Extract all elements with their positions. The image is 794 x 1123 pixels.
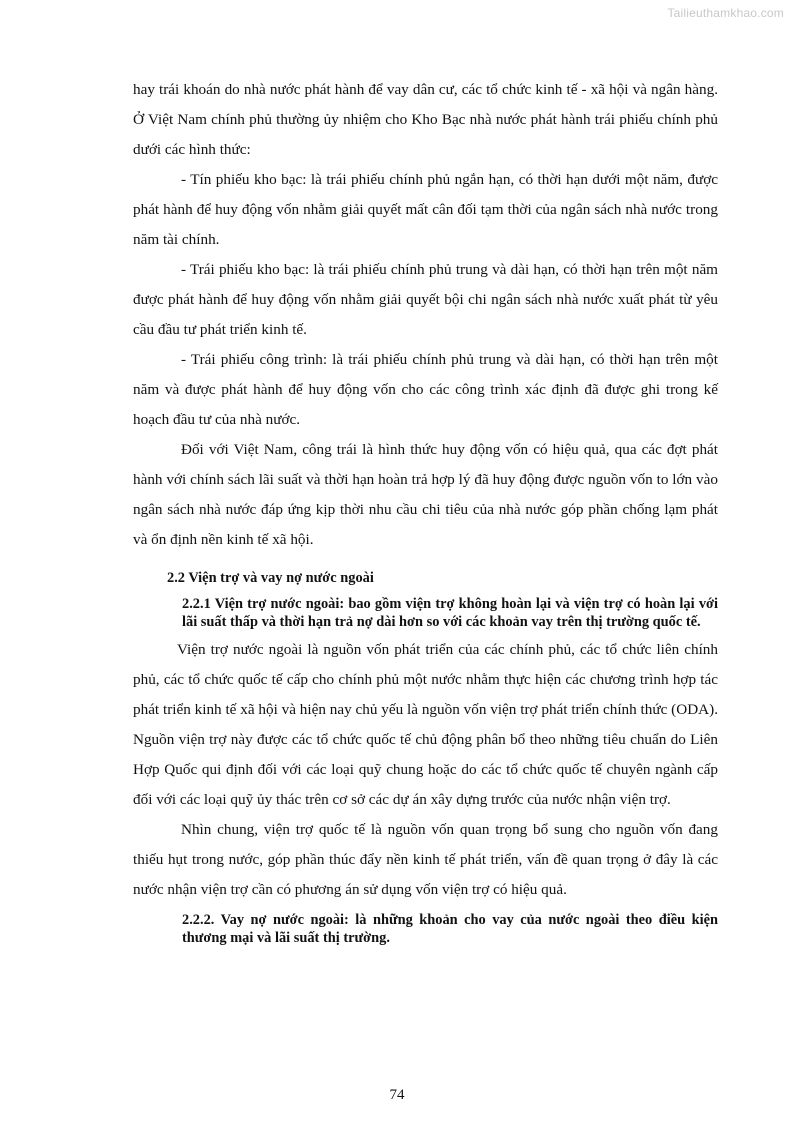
subsection-heading-vien-tro: 2.2.1 Viện trợ nước ngoài: bao gồm viện trợ không hoàn lại và viện trợ có hoàn lại với lãi suất thấp và thời hạn trả nợ dài hơn so với các khoản vay trên thị trường quốc tế.	[182, 596, 718, 630]
watermark: Tailieuthamkhao.com	[667, 6, 784, 20]
page-number: 74	[389, 1087, 405, 1103]
paragraph-trai-phieu-kho-bac: - Trái phiếu kho bạc: là trái phiếu chính phủ trung và dài hạn, có thời hạn trên một năm được phát hành để huy động vốn nhằm giải quyết bội chi ngân sách nhà nước xuất phát từ yêu cầu đầu tư phát triển kinh tế.	[133, 261, 718, 338]
paragraph-trai-phieu-cong-trinh: - Trái phiếu công trình: là trái phiếu chính phủ trung và dài hạn, có thời hạn trên một năm và được phát hành để huy động vốn cho các công trình xác định đã được ghi trong kế hoạch đầu tư của nhà nước.	[133, 351, 718, 428]
section-heading: 2.2 Viện trợ và vay nợ nước ngoài	[167, 570, 374, 586]
paragraph-cong-trai: Đối với Việt Nam, công trái là hình thức huy động vốn có hiệu quả, qua các đợt phát hành với chính sách lãi suất và thời hạn hoàn trả hợp lý đã huy động được nguồn vốn to lớn vào ngân sách nhà nước đáp ứng kịp thời nhu cầu chi tiêu của nhà nước góp phần chống lạm phát và ổn định nền kinh tế xã hội.	[133, 441, 718, 548]
paragraph-vien-tro: Viện trợ nước ngoài là nguồn vốn phát triển của các chính phủ, các tổ chức liên chính phủ, các tổ chức quốc tế cấp cho chính phủ một nước nhằm thực hiện các chương trình hợp tác phát triển kinh tế xã hội và hiện nay chủ yếu là nguồn vốn viện trợ phát triển chính thức (ODA). Nguồn viện trợ này được các tổ chức quốc tế chủ động phân bổ theo những tiêu chuẩn do Liên Hợp Quốc qui định đối với các loại quỹ chung hoặc do các tổ chức quốc tế chuyên ngành cấp đối với các loại quỹ ủy thác trên cơ sở các dự án xây dựng trước của nước nhận viện trợ.	[133, 641, 718, 808]
paragraph-nhin-chung: Nhìn chung, viện trợ quốc tế là nguồn vốn quan trọng bổ sung cho nguồn vốn đang thiếu hụt trong nước, góp phần thúc đẩy nền kinh tế phát triển, vấn đề quan trọng ở đây là các nước nhận viện trợ cần có phương án sử dụng vốn viện trợ có hiệu quả.	[133, 821, 718, 898]
subsection-heading-vay-no: 2.2.2. Vay nợ nước ngoài: là những khoản cho vay của nước ngoài theo điều kiện thương mại và lãi suất thị trường.	[182, 912, 718, 946]
paragraph-intro: hay trái khoán do nhà nước phát hành để vay dân cư, các tổ chức kinh tế - xã hội và ngân hàng. Ở Việt Nam chính phủ thường ủy nhiệm cho Kho Bạc nhà nước phát hành trái phiếu chính phủ dưới các hình thức:	[133, 81, 718, 158]
document-body	[133, 75, 718, 947]
paragraph-tin-phieu: - Tín phiếu kho bạc: là trái phiếu chính phủ ngắn hạn, có thời hạn dưới một năm, được phát hành để huy động vốn nhằm giải quyết mất cân đối tạm thời của ngân sách nhà nước trong năm tài chính.	[133, 171, 718, 248]
